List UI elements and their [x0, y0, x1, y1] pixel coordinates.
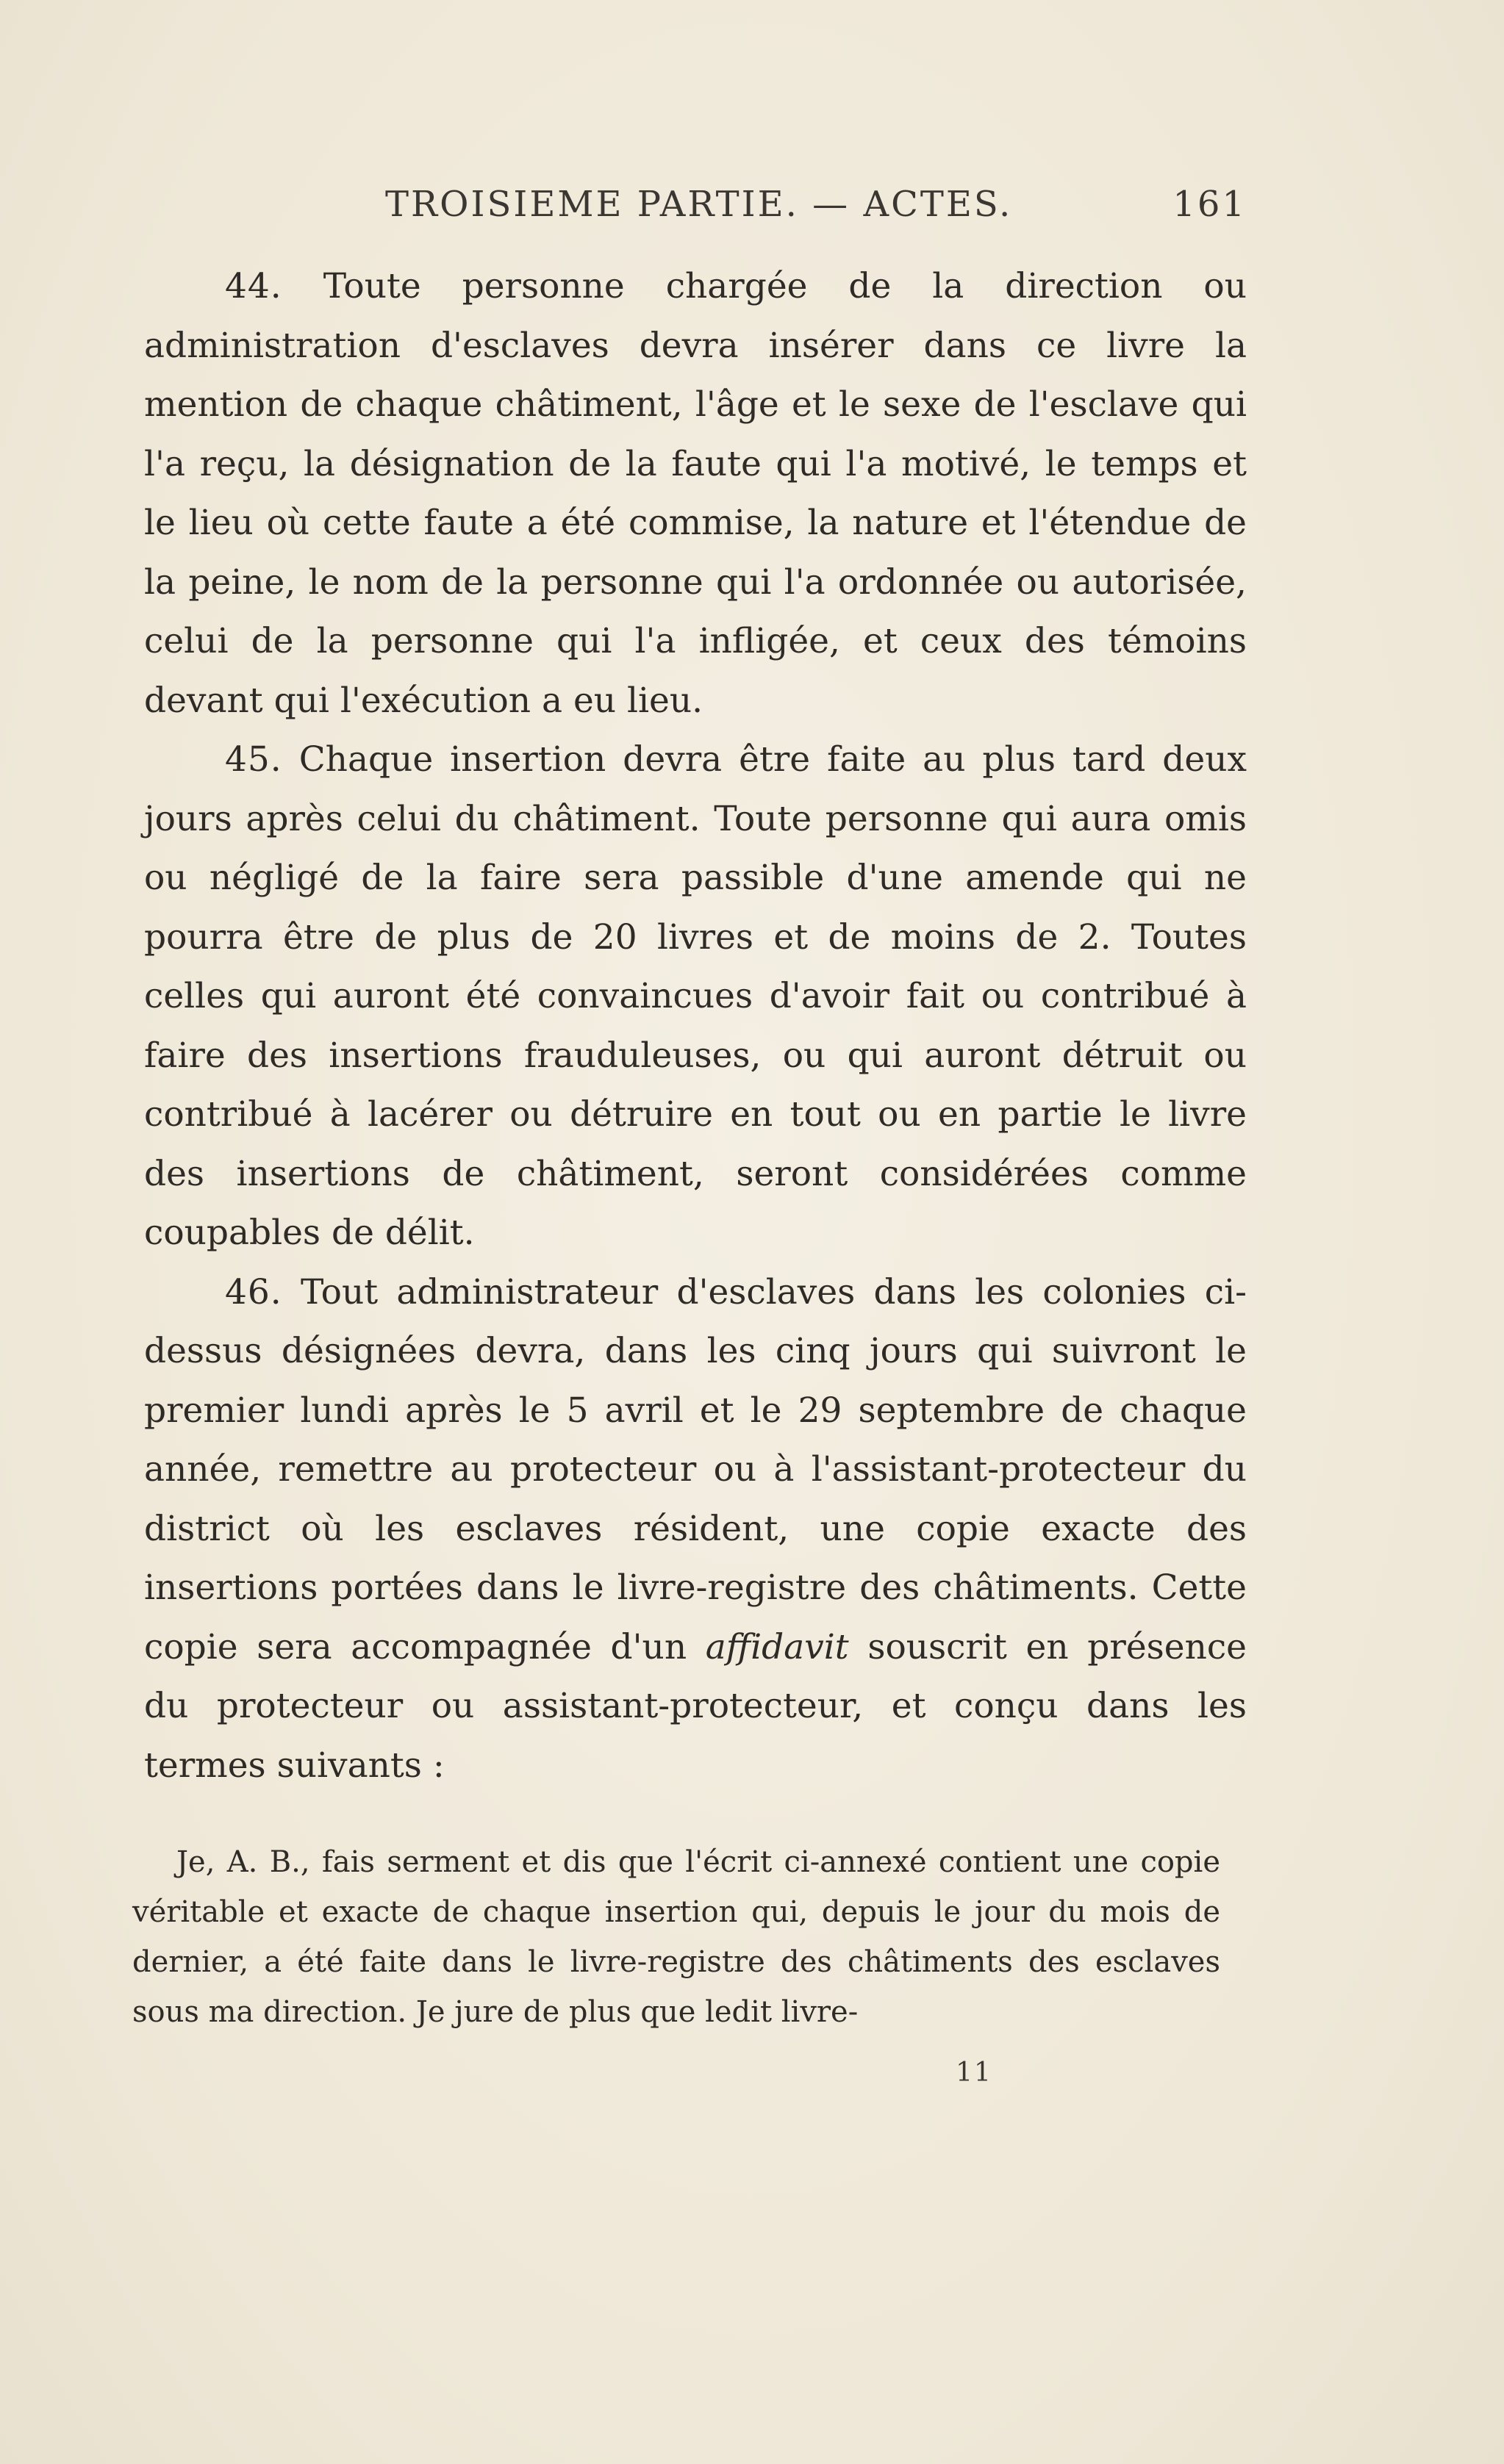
oath-formula: Je, A. B., fais serment et dis que l'écrit ci-annexé contient une copie véritable et exacte de chaque insertion qui, depuis le jour du mois de dernier, a été faite dans le livre-registre des châtiments des esclaves sous ma direction. Je jure de plus que ledit livre- — [132, 1845, 1220, 2029]
article-text-continued: souscrit en présence du protecteur ou assistant-protecteur, et conçu dans les termes suivants : — [144, 1626, 1247, 1786]
article-45 — [144, 730, 1247, 1263]
article-text: Tout administrateur d'esclaves dans les colonies ci-dessus désignées devra, dans les cinq jours qui suivront le premier lundi après le 5 avril et le 29 septembre de chaque année, remettre au protecteur ou à l'assistant-protecteur du district où les esclaves résident, une copie exacte des insertions portées dans le livre-registre des châtiments. Cette copie sera accompagnée d'un — [144, 1271, 1247, 1667]
article-number: 44. — [225, 266, 282, 306]
page-header — [144, 184, 1247, 243]
article-number: 46. — [225, 1271, 282, 1312]
article-46 — [144, 1263, 1247, 1796]
signature-mark: 11 — [956, 2058, 992, 2088]
body-text — [144, 257, 1247, 1795]
page-number: 161 — [1172, 184, 1247, 225]
article-text: Toute personne chargée de la direction ou administration d'esclaves devra insérer dans ce livre la mention de chaque châtiment, l'âge et le sexe de l'esclave qui l'a reçu, la désignation de la faute qui l'a motivé, le temps et le lieu où cette faute a été commise, la nature et l'étendue de la peine, le nom de la personne qui l'a ordonnée ou autorisée, celui de la personne qui l'a infligée, et ceux des témoins devant qui l'exécution a eu lieu. — [144, 266, 1247, 721]
running-title: TROISIEME PARTIE. — ACTES. — [385, 184, 1013, 225]
italic-term: affidavit — [705, 1626, 849, 1667]
article-number: 45. — [225, 739, 282, 780]
article-text: Chaque insertion devra être faite au plus tard deux jours après celui du châtiment. Toute personne qui aura omis ou négligé de la faire sera passible d'une amende qui ne pourra être de plus de 20 livres et de moins de 2. Toutes celles qui auront été convaincues d'avoir fait ou contribué à faire des insertions frauduleuses, ou qui auront détruit ou contribué à lacérer ou détruire en tout ou en partie le livre des insertions de châtiment, seront considérées comme coupables de délit. — [144, 739, 1247, 1253]
article-44 — [144, 257, 1247, 730]
